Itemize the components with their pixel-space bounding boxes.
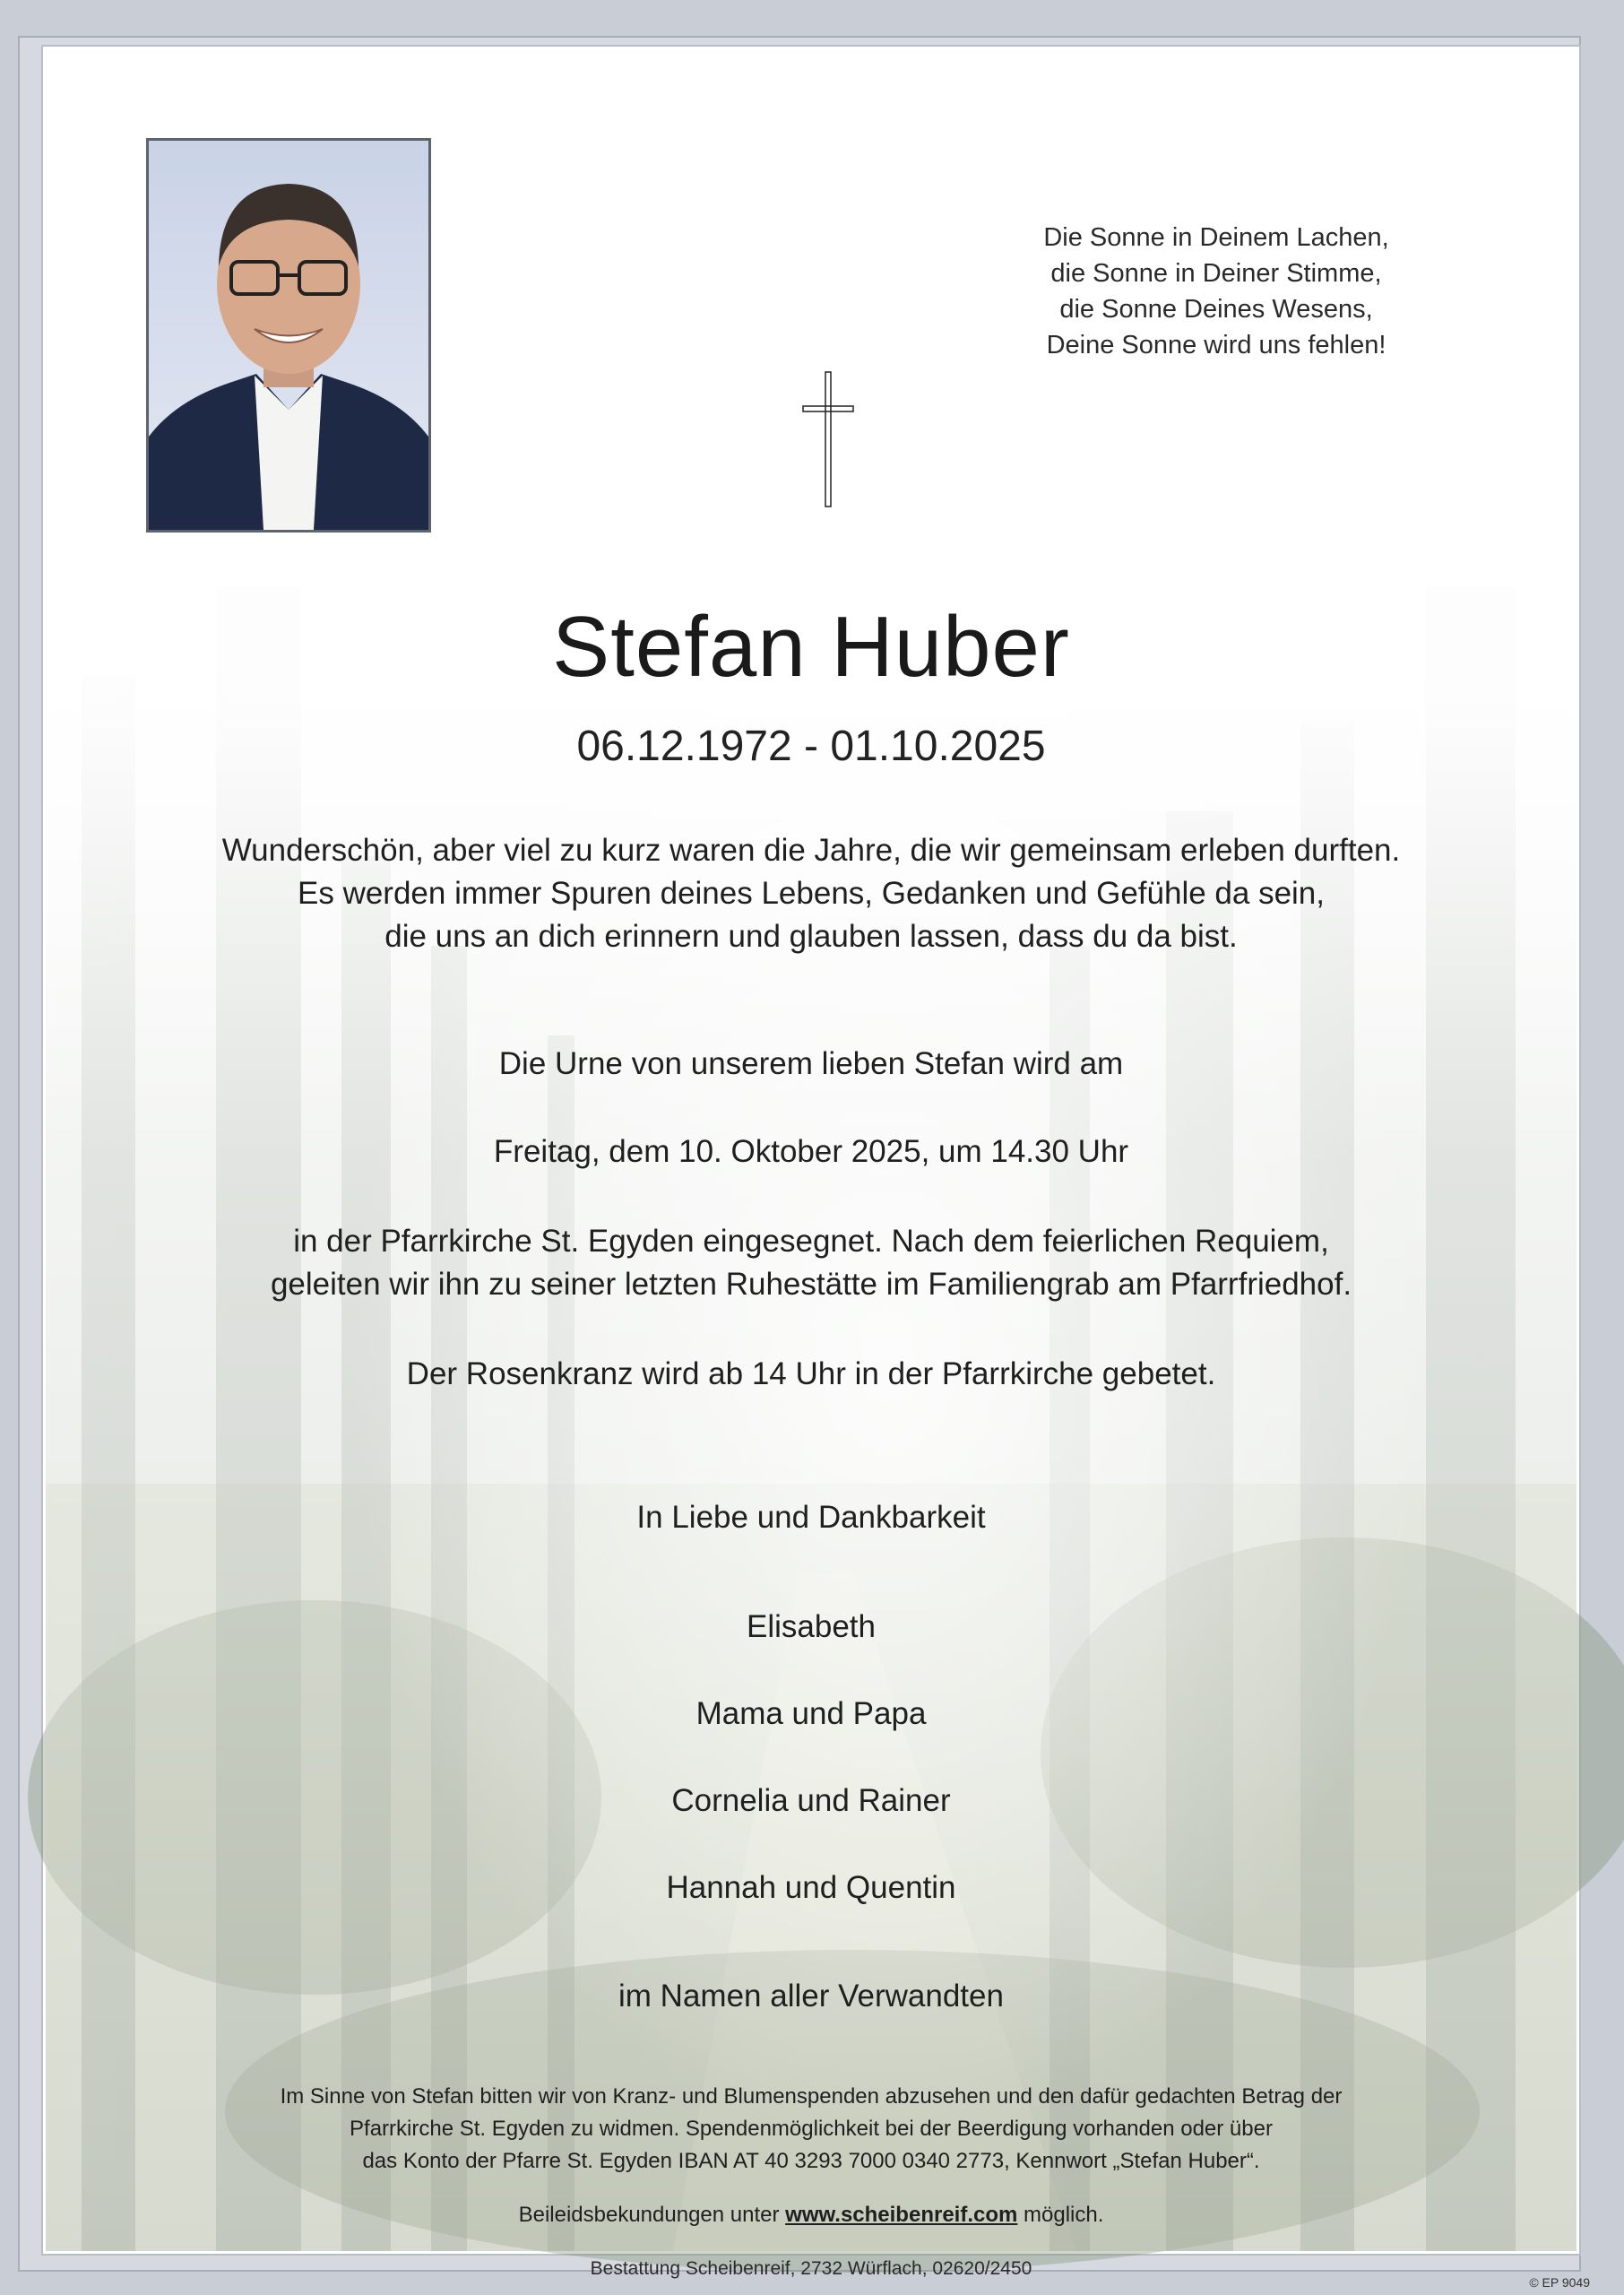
rosary-note: Der Rosenkranz wird ab 14 Uhr in der Pfarrkirche gebetet. <box>406 1356 1216 1391</box>
donation-line: das Konto der Pfarre St. Egyden IBAN AT 40 3293 7000 0340 2773, Kennwort „Stefan Huber“. <box>362 2149 1260 2173</box>
portrait-illustration <box>149 141 428 530</box>
life-dates: 06.12.1972 - 01.10.2025 <box>576 723 1046 770</box>
quote-line: Die Sonne in Deinem Lachen, <box>1043 223 1389 252</box>
portrait-photo <box>146 138 431 533</box>
ceremony-line: geleiten wir ihn zu seiner letzten Ruhestätte im Familiengrab am Pfarrfriedhof. <box>270 1267 1352 1302</box>
donation-line: Pfarrkirche St. Egyden zu widmen. Spendenmöglichkeit bei der Beerdigung vorhanden oder über <box>350 2117 1273 2141</box>
quote-line: die Sonne Deines Wesens, <box>1059 295 1373 324</box>
condolence-text-end: möglich. <box>1017 2203 1104 2227</box>
donation-line: Im Sinne von Stefan bitten wir von Kranz- und Blumenspenden abzusehen und den dafür gedachten Betrag der <box>280 2084 1343 2109</box>
obituary-card <box>43 47 1579 2279</box>
ceremony-line: in der Pfarrkirche St. Egyden eingesegnet. Nach dem feierlichen Requiem, <box>293 1224 1329 1259</box>
cross-icon <box>801 372 855 507</box>
intro-line: Es werden immer Spuren deines Lebens, Gedanken und Gefühle da sein, <box>298 876 1325 911</box>
mourner-name: Elisabeth <box>747 1609 876 1644</box>
quote-line: Deine Sonne wird uns fehlen! <box>1046 331 1386 359</box>
mourner-name: Mama und Papa <box>695 1696 927 1731</box>
deceased-name: Stefan Huber <box>552 599 1070 695</box>
mourner-name: Hannah und Quentin <box>666 1870 956 1905</box>
intro-text <box>46 829 1576 958</box>
funeral-home-footer: Bestattung Scheibenreif, 2732 Würflach, 02620/2450 <box>590 2258 1032 2279</box>
funeral-date: Freitag, dem 10. Oktober 2025, um 14.30 Uhr <box>493 1134 1129 1169</box>
donation-note <box>46 2081 1576 2178</box>
ceremony-text <box>46 1220 1576 1306</box>
relatives-note: im Namen aller Verwandten <box>618 1979 1004 2014</box>
condolence-text: Beileidsbekundungen unter <box>518 2203 786 2227</box>
closing-phrase: In Liebe und Dankbarkeit <box>636 1500 986 1535</box>
memorial-quote <box>983 220 1449 363</box>
quote-line: die Sonne in Deiner Stimme, <box>1050 259 1382 288</box>
condolence-note <box>46 2199 1576 2231</box>
print-code: © EP 9049 <box>1529 2275 1590 2290</box>
website-link[interactable]: www.scheibenreif.com <box>785 2203 1018 2227</box>
intro-line: die uns an dich erinnern und glauben lassen, dass du da bist. <box>384 919 1238 954</box>
urn-announcement: Die Urne von unserem lieben Stefan wird am <box>498 1046 1124 1081</box>
intro-line: Wunderschön, aber viel zu kurz waren die Jahre, die wir gemeinsam erleben durften. <box>221 833 1401 868</box>
mourner-name: Cornelia und Rainer <box>671 1783 951 1818</box>
